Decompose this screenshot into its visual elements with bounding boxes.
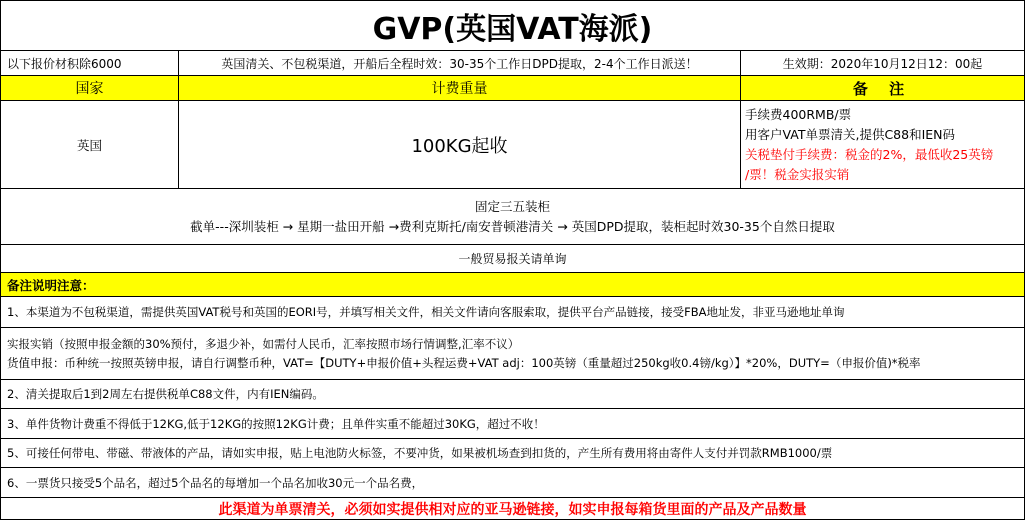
service-description: 英国清关、不包税渠道，开船后全程时效：30-35个工作日DPD提取，2-4个工作日派送！ bbox=[179, 51, 741, 75]
header-remarks: 备 注 bbox=[852, 79, 913, 98]
note-row bbox=[1, 297, 1024, 328]
general-trade-text: 一般贸易报关请单询 bbox=[458, 252, 567, 266]
country-row bbox=[1, 101, 1024, 189]
header-billing-weight: 计费重量 bbox=[179, 76, 741, 100]
note-text: 5、可接任何带电、带磁、带液体的产品，请如实申报，贴上电池防火标签，不要冲货，如果被机场查到扣货的，产生所有费用将由寄件人支付并罚款RMB1000/票 bbox=[7, 446, 833, 460]
remark-line-red: /票！税金实报实销 bbox=[745, 166, 850, 182]
header-country: 国家 bbox=[1, 76, 179, 100]
note-text: 货值申报：币种统一按照英镑申报，请自行调整币种，VAT=【DUTY+申报价值+头程运费+VAT adj：100英镑（重量超过250kg收0.4镑/kg）】*20%，DUTY=（申报价值)*税率 bbox=[7, 355, 921, 370]
note-row bbox=[1, 409, 1024, 439]
notice-title-row bbox=[1, 273, 1024, 297]
remark-line: 手续费400RMB/票 bbox=[745, 106, 852, 122]
min-weight: 100KG起收 bbox=[179, 101, 741, 188]
remark-line: 用客户VAT单票清关,提供C88和IEN码 bbox=[745, 126, 956, 142]
route-row bbox=[1, 189, 1024, 245]
general-trade-row bbox=[1, 245, 1024, 273]
note-text: 2、清关提取后1到2周左右提供税单C88文件，内有IEN编码。 bbox=[7, 387, 324, 401]
footer-warning-row bbox=[1, 498, 1024, 519]
notice-title: 备注说明注意： bbox=[7, 277, 95, 293]
effective-date: 生效期：2020年10月12日12：00起 bbox=[782, 56, 983, 71]
route-description: 截单---深圳装柜 → 星期一盐田开船 →费利克斯托/南安普顿港清关 → 英国DPD提取，装柜起时效30-35个自然日提取 bbox=[190, 218, 835, 234]
note-text: 1、本渠道为不包税渠道，需提供英国VAT税号和英国的EORI号，并填写相关文件，相关文件请向客服索取，提供平台产品链接，接受FBA地址发，非亚马逊地址单询 bbox=[7, 305, 845, 319]
title-row bbox=[1, 1, 1024, 51]
note-text: 实报实销（按照申报金额的30%预付，多退少补，如需付人民币，汇率按照市场行情调整,汇率不议） bbox=[7, 336, 520, 351]
note-row bbox=[1, 380, 1024, 409]
footer-warning: 此渠道为单票清关，必须如实提供相对应的亚马逊链接，如实申报每箱货里面的产品及产品数量 bbox=[218, 501, 807, 518]
note-row bbox=[1, 468, 1024, 498]
country-name: 英国 bbox=[1, 101, 179, 188]
remark-line-red: 关税垫付手续费：税金的2%，最低收25英镑 bbox=[745, 146, 994, 162]
note-row bbox=[1, 439, 1024, 468]
container-schedule: 固定三五装柜 bbox=[474, 198, 550, 214]
note-text: 6、一票货只接受5个品名，超过5个品名的每增加一个品名加收30元一个品名费， bbox=[7, 475, 424, 490]
info-row bbox=[1, 51, 1024, 76]
remarks-cell bbox=[741, 101, 1024, 188]
header-row bbox=[1, 76, 1024, 101]
note-text: 3、单件货物计费重不得低于12KG,低于12KG的按照12KG计费；且单件实重不能超过30KG，超过不收！ bbox=[7, 416, 545, 431]
volume-rule: 以下报价材积除6000 bbox=[1, 51, 179, 75]
note-row bbox=[1, 328, 1024, 380]
page-title: GVP(英国VAT海派) bbox=[372, 11, 653, 47]
